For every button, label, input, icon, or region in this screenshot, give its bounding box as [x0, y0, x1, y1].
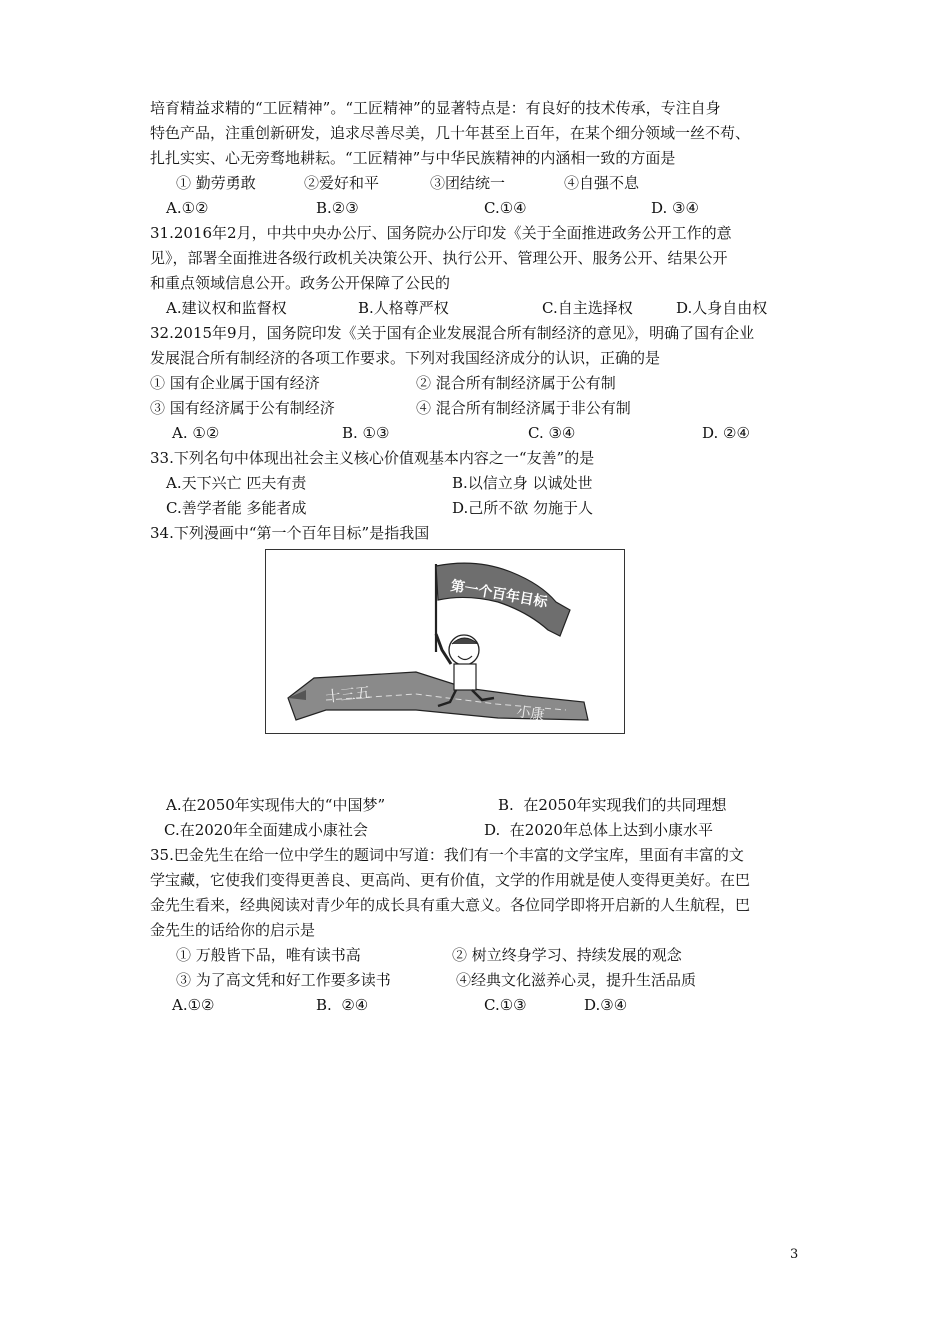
q35-option-b: B. ②④ — [316, 996, 369, 1014]
q32-option-a: A. ①② — [172, 424, 220, 442]
q31-option-a: A.建议权和监督权 — [166, 299, 287, 317]
q30-stem-line-2: 特色产品，注重创新研发，追求尽善尽美，几十年甚至上百年，在某个细分领域一丝不苟、 — [150, 124, 751, 142]
q35-item-3: ③ 为了高文凭和好工作要多读书 — [176, 971, 391, 989]
road-label-1: 十三五 — [324, 683, 372, 706]
q30-option-d: D. ③④ — [651, 199, 699, 217]
cartoon-svg — [266, 550, 624, 733]
q33-option-a: A.天下兴亡 匹夫有责 — [166, 474, 307, 492]
q33-option-c: C.善学者能 多能者成 — [166, 499, 307, 517]
q30-option-b: B.②③ — [316, 199, 359, 217]
q30-option-a: A.①② — [166, 199, 209, 217]
page-number: 3 — [790, 1247, 799, 1262]
q34-option-c: C.在2020年全面建成小康社会 — [164, 821, 368, 839]
q32-stem-line-1: 32.2015年9月，国务院印发《关于国有企业发展混合所有制经济的意见》，明确了国有企业 — [150, 324, 755, 342]
q33-option-b: B.以信立身 以诚处世 — [452, 474, 593, 492]
q33-option-d: D.己所不欲 勿施于人 — [452, 499, 594, 517]
q35-stem-line-1: 35.巴金先生在给一位中学生的题词中写道：我们有一个丰富的文学宝库，里面有丰富的文 — [150, 846, 744, 864]
q32-stem-line-2: 发展混合所有制经济的各项工作要求。下列对我国经济成分的认识，正确的是 — [150, 349, 661, 367]
q31-option-d: D.人身自由权 — [676, 299, 768, 317]
q30-item-4: ④自强不息 — [564, 174, 640, 192]
q30-item-2: ②爱好和平 — [304, 174, 380, 192]
q31-option-c: C.自主选择权 — [542, 299, 633, 317]
q35-stem-line-2: 学宝藏，它使我们变得更善良、更高尚、更有价值，文学的作用就是使人变得更美好。在巴 — [150, 871, 751, 889]
q32-item-2: ② 混合所有制经济属于公有制 — [416, 374, 616, 392]
road-label-2: 小康 — [515, 704, 546, 724]
q32-option-c: C. ③④ — [528, 424, 576, 442]
q31-stem-line-1: 31.2016年2月，中共中央办公厅、国务院办公厅印发《关于全面推进政务公开工作的意 — [150, 224, 732, 242]
q30-stem-line-1: 培育精益求精的“工匠精神”。“工匠精神”的显著特点是：有良好的技术传承，专注自身 — [150, 99, 721, 117]
q34-option-d: D. 在2020年总体上达到小康水平 — [484, 821, 713, 839]
person-body-shape — [454, 664, 476, 690]
flag-label: 第一个百年目标 — [449, 578, 549, 611]
q31-stem-line-3: 和重点领域信息公开。政务公开保障了公民的 — [150, 274, 451, 292]
q32-item-3: ③ 国有经济属于公有制经济 — [150, 399, 335, 417]
q32-option-d: D. ②④ — [702, 424, 750, 442]
q35-item-1: ① 万般皆下品，唯有读书高 — [176, 946, 361, 964]
q35-option-a: A.①② — [172, 996, 215, 1014]
q32-item-4: ④ 混合所有制经济属于非公有制 — [416, 399, 631, 417]
q34-option-a: A.在2050年实现伟大的“中国梦” — [166, 796, 386, 814]
q31-stem-line-2: 见》，部署全面推进各级行政机关决策公开、执行公开、管理公开、服务公开、结果公开 — [150, 249, 728, 267]
q32-item-1: ① 国有企业属于国有经济 — [150, 374, 320, 392]
q33-stem: 33.下列名句中体现出社会主义核心价值观基本内容之一“友善”的是 — [150, 449, 595, 467]
q35-stem-line-3: 金先生看来，经典阅读对青少年的成长具有重大意义。各位同学即将开启新的人生航程，巴 — [150, 896, 751, 914]
q31-option-b: B.人格尊严权 — [358, 299, 449, 317]
q34-stem: 34.下列漫画中“第一个百年目标”是指我国 — [150, 524, 430, 542]
q35-item-4: ④经典文化滋养心灵，提升生活品质 — [456, 971, 697, 989]
q34-option-b: B. 在2050年实现我们的共同理想 — [498, 796, 727, 814]
q30-item-3: ③团结统一 — [430, 174, 506, 192]
q30-stem-line-3: 扎扎实实、心无旁骛地耕耘。“工匠精神”与中华民族精神的内涵相一致的方面是 — [150, 149, 676, 167]
q35-option-c: C.①③ — [484, 996, 527, 1014]
q30-item-1: ① 勤劳勇敢 — [176, 174, 256, 192]
q32-option-b: B. ①③ — [342, 424, 390, 442]
q35-stem-line-4: 金先生的话给你的启示是 — [150, 921, 316, 939]
cartoon-illustration — [265, 549, 625, 734]
q35-item-2: ② 树立终身学习、持续发展的观念 — [452, 946, 682, 964]
q35-option-d: D.③④ — [584, 996, 628, 1014]
q30-option-c: C.①④ — [484, 199, 527, 217]
